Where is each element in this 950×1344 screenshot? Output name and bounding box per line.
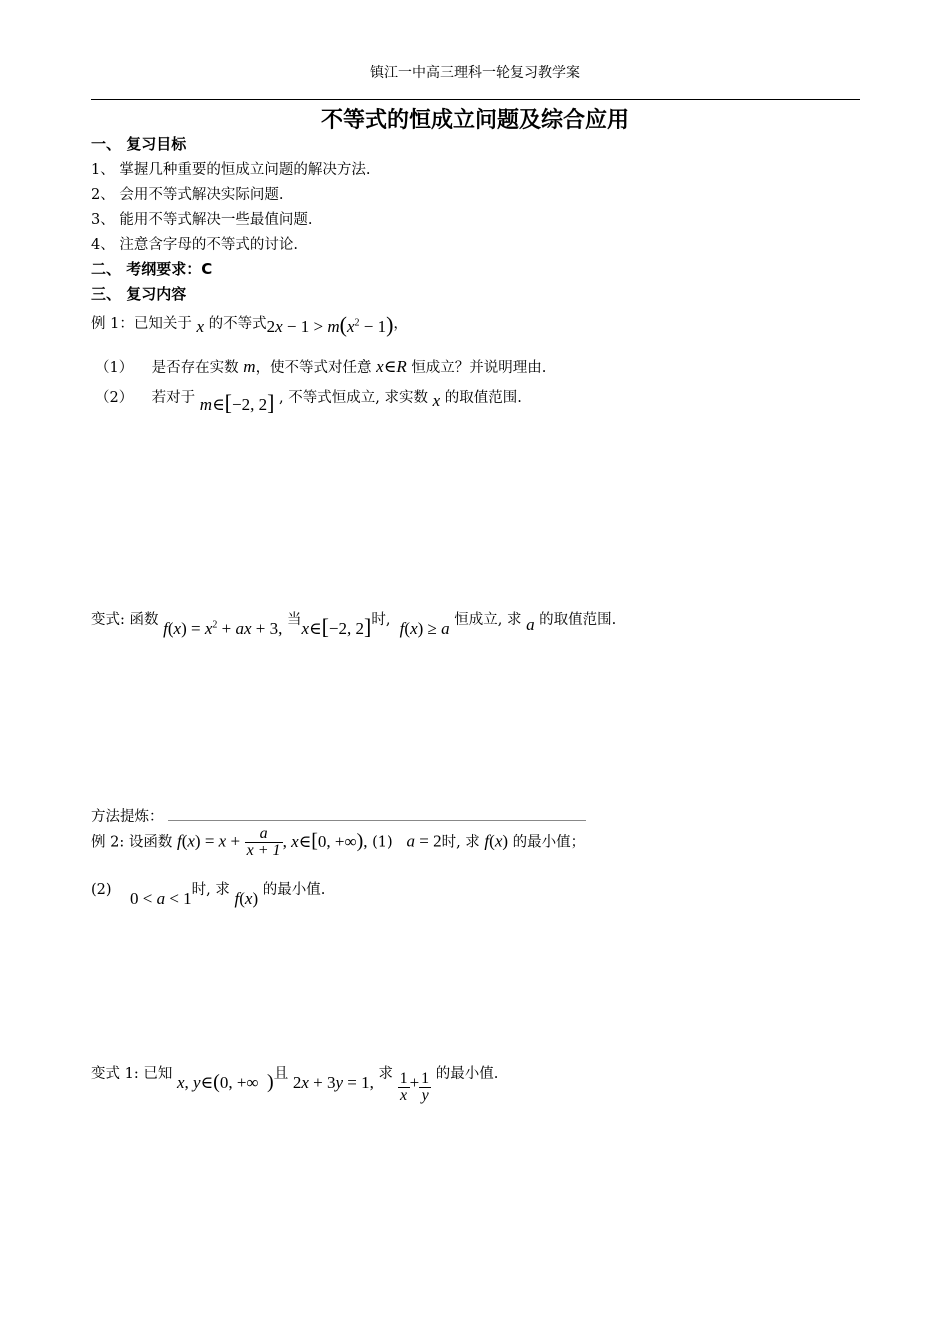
method-summary: 方法提炼： <box>91 805 586 826</box>
section-content: 三、 复习内容 <box>91 285 187 303</box>
page-header: 镇江一中高三理科一轮复习教学案 <box>370 65 580 81</box>
section-requirement: 二、 考纲要求：C <box>91 260 213 278</box>
fraction-a-over-x-plus-1: $\frac{a}{x + 1}$ <box>246 825 281 859</box>
example-1-part-1: （1） 是否存在实数 m，使不等式对任意 x∈R 恒成立？并说明理由. <box>95 357 547 376</box>
example-1-part-2: （2） 若对于 m∈[−2, 2] , 不等式恒成立, 求实数 x 的取值范围. <box>95 390 522 415</box>
header-rule <box>91 99 860 100</box>
method-blank-line[interactable] <box>168 808 586 821</box>
variation-2-statement: 变式 1: 已知 x, y∈(0, +∞ )且 2x + 3y = 1, 求 $\frac{1}{x}$ + $\frac{1}{y}$ 的最小值. <box>91 1066 499 1104</box>
goal-3: 3、 能用不等式解决一些最值问题. <box>91 212 313 228</box>
example-2-statement: 例 2: 设函数 f(x) = x + $\frac{a}{x + 1}$ , x∈[0, +∞), (1) a = 2时, 求 f(x) 的最小值； <box>91 825 586 859</box>
section-goals: 一、 复习目标 <box>91 135 187 153</box>
goal-4: 4、 注意含字母的不等式的讨论. <box>91 237 298 253</box>
example-1-statement: 例 1：已知关于 x 的不等式$2x - 1 > m(x^2 - 1)$， <box>91 312 408 337</box>
goal-1: 1、 掌握几种重要的恒成立问题的解决方法. <box>91 162 371 178</box>
goal-2: 2、 会用不等式解决实际问题. <box>91 187 284 203</box>
example-2-part-2: (2) 0 < a < 1时, 求 f(x) 的最小值. <box>91 882 326 908</box>
variation-1-statement: 变式: 函数 $f(x) = x^2$ + ax + 3, 当x∈[−2, 2]时, f(x) ≥ a 恒成立, 求 a 的取值范围. <box>91 612 617 639</box>
page-title: 不等式的恒成立问题及综合应用 <box>320 108 629 133</box>
fraction-1-over-y: $\frac{1}{y}$ <box>421 1070 430 1104</box>
fraction-1-over-x: $\frac{1}{x}$ <box>399 1070 408 1104</box>
